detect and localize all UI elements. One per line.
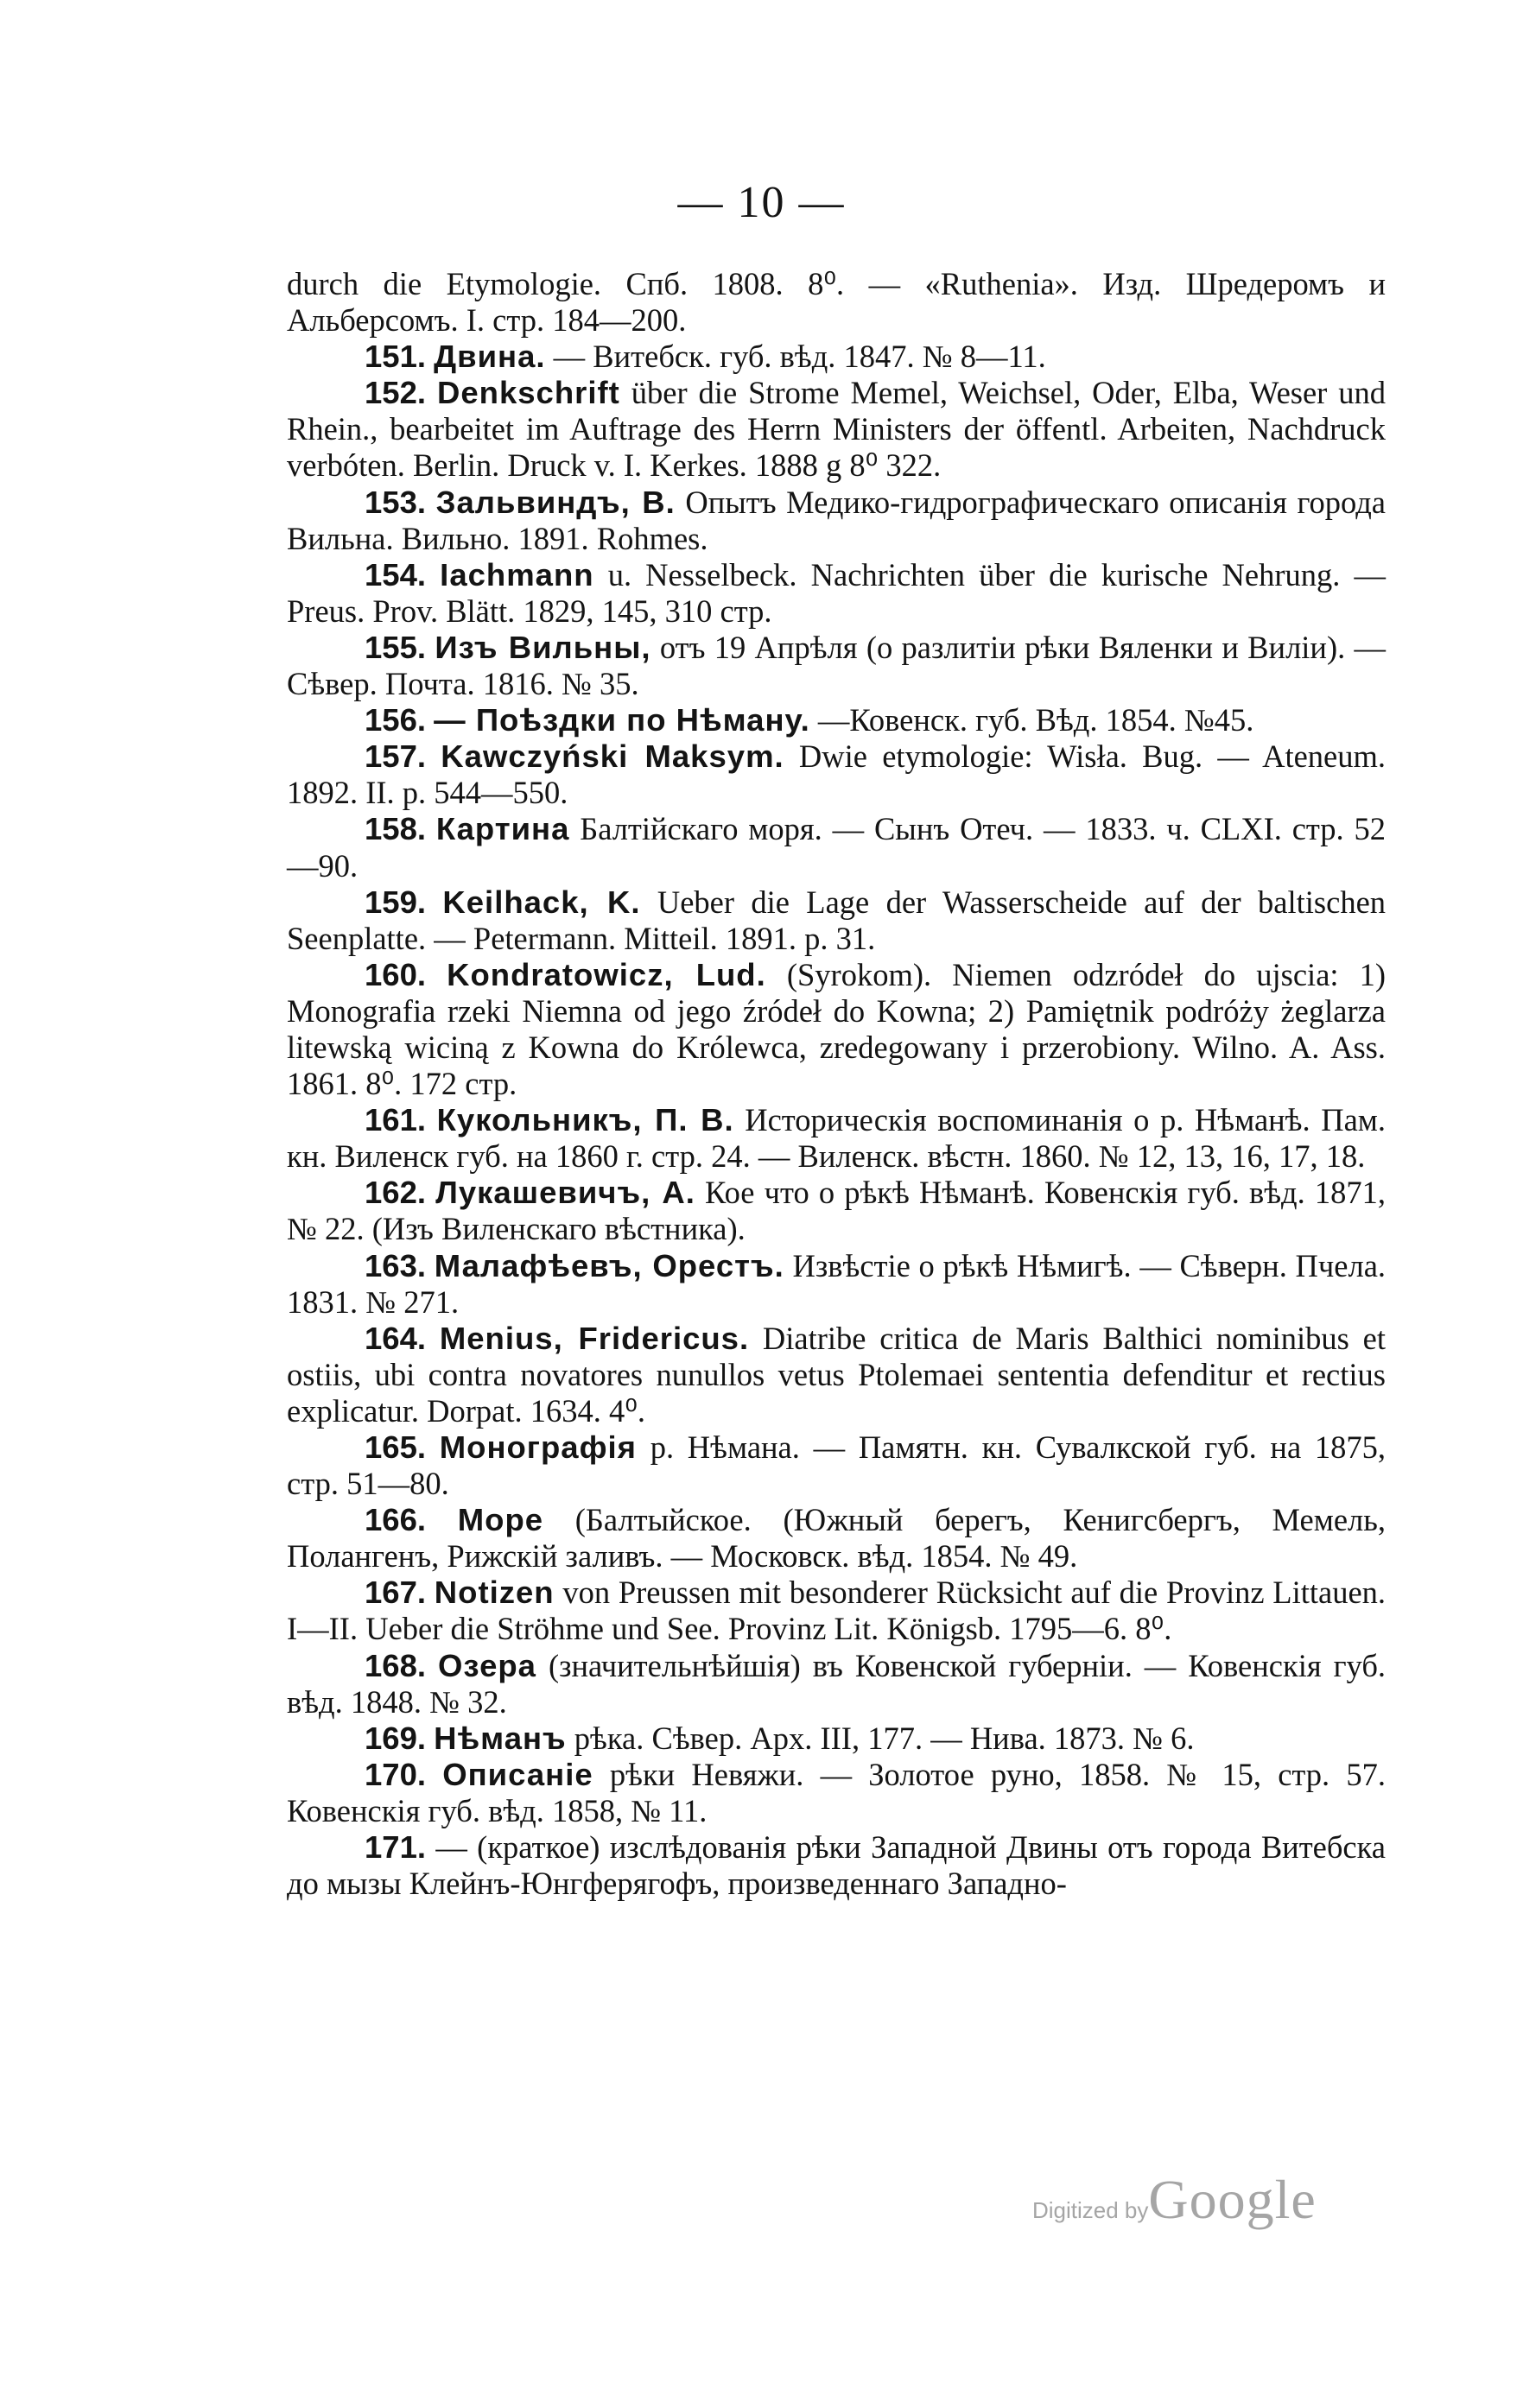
entry-heading: — Поѣздки по Нѣману. [434,702,810,738]
entry-text: Историческія воспоминанія о р. Нѣманѣ. Пам. кн. Виленск губ. на 1860 г. стр. 24. — Виленск. вѣстн. 1860. № 12, 13, 16, 17, 18. [287,1102,1387,1175]
continuation-text: durch die Etymologie. Спб. 1808. 8⁰. — «Ruthenia». Изд. Шредеромъ и Альберсомъ. I. стр. 184—200. [287,266,1386,339]
entry-text: Балтійскаго моря. — Сынъ Отеч. — 1833. ч. CLXI. стр. 52—90. [287,811,1387,884]
entry-text: Кое что о рѣкѣ Нѣманѣ. Ковенскія губ. вѣд. 1871, № 22. (Изъ Виленскаго вѣстника). [287,1175,1387,1247]
page-number: — 10 — [677,178,846,227]
bibliography-entry [287,1321,1386,1429]
bibliography-entry [287,1829,1386,1902]
entry-number: 165. [365,1429,427,1465]
bibliography-entry [287,957,1386,1102]
entry-number: 160. [365,956,427,992]
entry-heading: Denkschrift [437,375,620,411]
entry-number: 157. [365,738,427,775]
entry-text: (значительнѣйшія) въ Ковенской губерніи. — Ковенскія губ. вѣд. 1848. № 32. [287,1647,1387,1720]
entry-heading: Малафѣевъ, Орестъ. [434,1247,784,1283]
entry-number: 161. [365,1102,427,1138]
bibliography-entry [287,339,1386,375]
entry-heading: Нѣманъ [434,1720,567,1756]
entry-text: Извѣстіе о рѣкѣ Нѣмигѣ. — Сѣверн. Пчела. 1831. № 271. [287,1247,1387,1320]
entry-number: 152. [365,375,427,411]
entry-text: рѣки Невяжи. — Золотое руно, 1858. № 15, стр. 57. Ковенскія губ. вѣд. 1858, № 11. [287,1756,1387,1828]
entry-heading: Iachmann [440,556,594,592]
bibliography-entry [287,1175,1386,1247]
entry-heading: Kawczyński Maksym. [441,738,784,775]
entry-text: Опытъ Медико-гидрографическаго описанія города Вильна. Вильно. 1891. Rohmes. [287,484,1387,556]
entry-text: u. Nesselbeck. Nachrichten über die kurische Nehrung. — Preus. Prov. Blätt. 1829, 145, 310 стр. [287,556,1387,629]
entry-number: 163. [365,1247,427,1283]
entry-text: Ueber die Lage der Wasserscheide auf der baltischen Seenplatte. — Petermann. Mitteil. 1891. p. 31. [287,884,1387,956]
bibliography-entry [287,1575,1386,1647]
bibliography-entry [287,557,1386,630]
bibliography-entry [287,811,1386,884]
bibliography-entry [287,1502,1386,1575]
entry-heading: Описаніе [442,1756,593,1792]
entry-number: 158. [365,811,427,847]
bibliography-entry [287,375,1386,484]
bibliography-entry [287,738,1386,811]
entry-text: von Preussen mit besonderer Rücksicht auf die Provinz Littauen. I—II. Ueber die Ströhme und See. Provinz Lit. Königsb. 1795—6. 8⁰. [287,1575,1387,1647]
bibliography-text [287,266,1386,1902]
bibliography-entry [287,1757,1386,1829]
entry-number: 170. [365,1756,427,1792]
entry-text: (Syrokom). Niemen odzródeł do ujscia: 1) Monografia rzeki Niemna od jego źródeł do Kowna; 2) Pamiętnik podróży żeglarza litewską wiciną z Kowna do Królewca, zredegowany i przerobiony. Wilno. A. Ass. 1861. 8⁰. 172 стр. [287,956,1387,1102]
bibliography-entry [287,702,1386,738]
entry-number: 171. [365,1829,427,1866]
entry-text: — Витебск. губ. вѣд. 1847. № 8—11. [553,339,1046,375]
entry-text: Dwie etymologie: Wisła. Bug. — Ateneum. 1892. II. p. 544—550. [287,738,1386,811]
entry-number: 153. [365,484,427,520]
entry-number: 162. [365,1175,427,1211]
bibliography-entry [287,884,1386,957]
entry-heading: Keilhack, K. [442,884,641,920]
entry-number: 155. [365,629,427,665]
entry-number: 151. [365,339,427,375]
entry-text: über die Strome Memel, Weichsel, Oder, Elba, Weser und Rhein., bearbeitet im Auftrage des Herrn Ministers der öffentl. Arbeiten, Nachdruck verbóten. Berlin. Druck v. I. Kerkes. 1888 g 8⁰ 322. [287,375,1387,484]
entry-heading: Зальвиндъ, В. [435,484,676,520]
entry-number: 159. [365,884,427,920]
entry-heading: Notizen [434,1575,555,1611]
digitized-by-google-watermark [1032,2168,1317,2232]
entry-text: — (краткое) изслѣдованія рѣки Западной Двины отъ города Витебска до мызы Клейнъ-Юнгферягофъ, произведеннаго Западно- [287,1829,1387,1902]
bibliography-entry [287,1248,1386,1321]
bibliography-entry [287,1648,1386,1720]
entry-number: 164. [365,1320,427,1356]
watermark-logo-text: Google [1148,2169,1317,2230]
entry-number: 156. [365,702,427,738]
bibliography-entry [287,485,1386,557]
entry-heading: Изъ Вильны, [435,629,651,665]
watermark-small-text: Digitized by [1032,2197,1149,2223]
entry-heading: Озера [438,1647,536,1683]
entry-text: р. Нѣмана. — Памятн. кн. Сувалкской губ. на 1875, стр. 51—80. [287,1429,1387,1502]
entry-heading: Kondratowicz, Lud. [447,956,766,992]
entry-heading: Лукашевичъ, А. [435,1175,695,1211]
entry-heading: Монографія [439,1429,637,1465]
entry-heading: Море [457,1502,544,1538]
entry-number: 168. [365,1647,427,1683]
entry-list [287,339,1386,1902]
entry-text: рѣка. Сѣвер. Арх. III, 177. — Нива. 1873. № 6. [574,1720,1195,1756]
entry-number: 166. [365,1502,427,1538]
bibliography-entry [287,1429,1386,1502]
entry-text: —Ковенск. губ. Вѣд. 1854. №45. [817,702,1254,738]
entry-heading: Menius, Fridericus. [439,1320,750,1356]
bibliography-entry [287,1102,1386,1175]
entry-number: 167. [365,1575,427,1611]
entry-text: отъ 19 Апрѣля (о разлитіи рѣки Вяленки и Виліи). — Сѣвер. Почта. 1816. № 35. [287,629,1387,702]
bibliography-entry [287,630,1386,702]
entry-number: 154. [365,556,427,592]
entry-heading: Картина [435,811,570,847]
entry-text: Diatribe critica de Maris Balthici nominibus et ostiis, ubi contra novatores nunullos vetus Ptolemaei sententia defenditur et rectius explicatur. Dorpat. 1634. 4⁰. [287,1320,1386,1429]
bibliography-entry [287,1720,1386,1757]
entry-number: 169. [365,1720,427,1756]
entry-heading: Двина. [434,339,546,375]
entry-text: (Балтыйское. (Южный берегъ, Кенигсбергъ, Мемель, Полангенъ, Рижскій заливъ. — Московск. вѣд. 1854. № 49. [287,1502,1387,1575]
entry-heading: Кукольникъ, П. В. [436,1102,734,1138]
